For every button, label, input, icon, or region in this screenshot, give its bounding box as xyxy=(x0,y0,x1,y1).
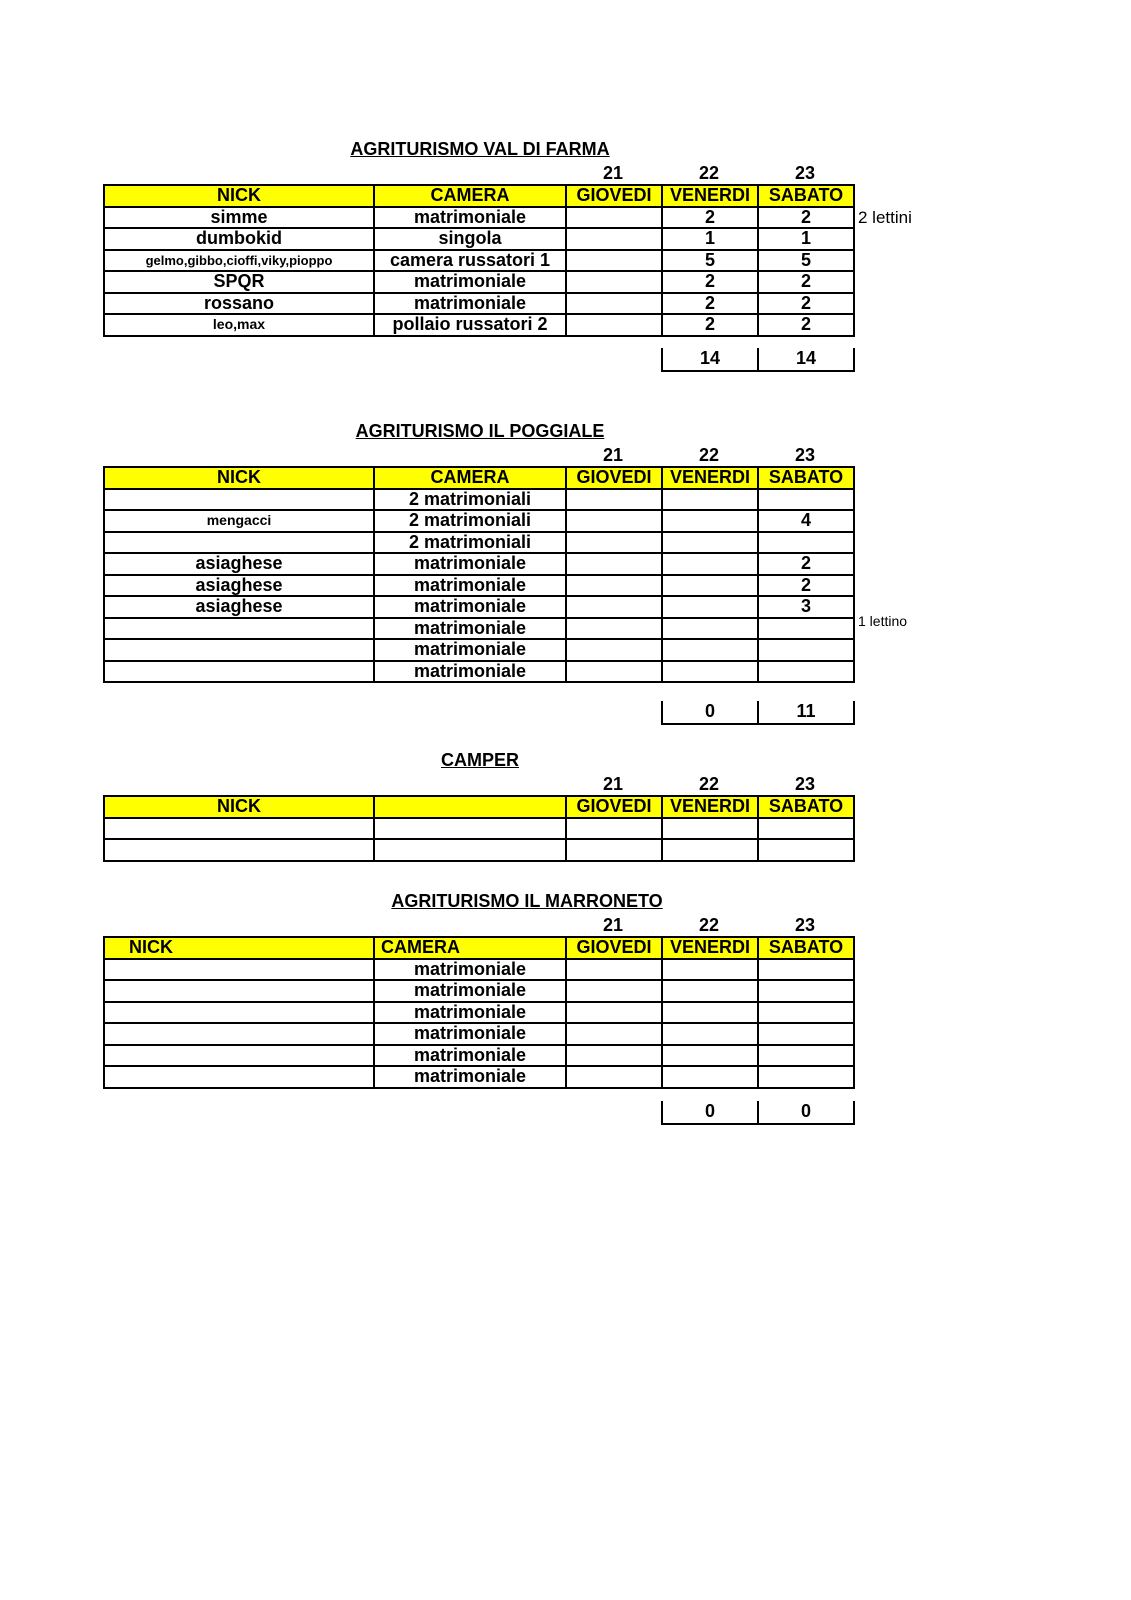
cell-sabato xyxy=(758,959,854,981)
cell-sabato xyxy=(758,980,854,1002)
cell-nick xyxy=(104,1023,374,1045)
total-sabato: 14 xyxy=(758,348,854,371)
header-camera: CAMERA xyxy=(374,467,566,489)
cell-venerdi xyxy=(662,489,758,511)
rooms-table xyxy=(103,184,855,337)
header-giovedi: GIOVEDI xyxy=(566,467,662,489)
section-title: AGRITURISMO IL MARRONETO xyxy=(391,891,663,911)
cell-venerdi xyxy=(662,575,758,597)
cell-sabato xyxy=(758,1066,854,1088)
day-number-22: 22 xyxy=(698,774,720,794)
cell-venerdi xyxy=(662,959,758,981)
table-row xyxy=(104,314,854,336)
cell-venerdi xyxy=(662,639,758,661)
cell-camera: singola xyxy=(374,228,566,250)
table-header-row xyxy=(104,796,854,818)
cell-nick xyxy=(104,839,374,861)
cell-venerdi xyxy=(662,1023,758,1045)
header-sabato: SABATO xyxy=(758,467,854,489)
cell-nick: leo,max xyxy=(104,314,374,336)
cell-camera: matrimoniale xyxy=(374,1066,566,1088)
table-row xyxy=(104,532,854,554)
cell-giovedi xyxy=(566,510,662,532)
cell-nick xyxy=(104,980,374,1002)
table-row xyxy=(104,489,854,511)
section-title: CAMPER xyxy=(440,750,520,770)
cell-giovedi xyxy=(566,980,662,1002)
cell-giovedi xyxy=(566,839,662,861)
cell-giovedi xyxy=(566,532,662,554)
header-giovedi: GIOVEDI xyxy=(566,937,662,959)
rooms-table xyxy=(103,936,855,1089)
cell-giovedi xyxy=(566,1002,662,1024)
header-nick: NICK xyxy=(104,185,374,207)
cell-venerdi xyxy=(662,532,758,554)
cell-camera: matrimoniale xyxy=(374,271,566,293)
cell-nick: asiaghese xyxy=(104,553,374,575)
cell-nick: mengacci xyxy=(104,510,374,532)
totals-row xyxy=(661,348,855,372)
cell-sabato xyxy=(758,532,854,554)
cell-sabato xyxy=(758,489,854,511)
cell-nick xyxy=(104,1045,374,1067)
header-nick: NICK xyxy=(104,796,374,818)
cell-venerdi xyxy=(662,661,758,683)
cell-nick xyxy=(104,489,374,511)
cell-nick xyxy=(104,818,374,840)
header-sabato: SABATO xyxy=(758,937,854,959)
table-row xyxy=(104,1066,854,1088)
cell-sabato xyxy=(758,1023,854,1045)
side-note: 2 lettini xyxy=(858,208,912,227)
header-nick: NICK xyxy=(104,937,374,959)
cell-camera: pollaio russatori 2 xyxy=(374,314,566,336)
table-row xyxy=(104,207,854,229)
total-venerdi: 0 xyxy=(662,1101,758,1124)
day-number-22: 22 xyxy=(698,163,720,183)
total-venerdi: 0 xyxy=(662,701,758,724)
cell-venerdi: 2 xyxy=(662,271,758,293)
table-header-row xyxy=(104,467,854,489)
table-row xyxy=(104,639,854,661)
camper-table xyxy=(103,795,855,862)
table-row xyxy=(104,293,854,315)
cell-venerdi: 2 xyxy=(662,314,758,336)
rooms-table xyxy=(103,466,855,683)
cell-nick xyxy=(104,618,374,640)
header-camera: CAMERA xyxy=(374,937,566,959)
cell-sabato xyxy=(758,1045,854,1067)
cell-sabato xyxy=(758,839,854,861)
cell-camera: matrimoniale xyxy=(374,1002,566,1024)
table-header-row xyxy=(104,185,854,207)
table-header-row xyxy=(104,937,854,959)
table-row xyxy=(104,661,854,683)
cell-giovedi xyxy=(566,250,662,272)
cell-sabato: 2 xyxy=(758,207,854,229)
day-number-22: 22 xyxy=(698,445,720,465)
header-sabato: SABATO xyxy=(758,796,854,818)
cell-camera: matrimoniale xyxy=(374,553,566,575)
cell-nick: SPQR xyxy=(104,271,374,293)
cell-sabato xyxy=(758,1002,854,1024)
header-giovedi: GIOVEDI xyxy=(566,185,662,207)
cell-camera: matrimoniale xyxy=(374,618,566,640)
day-number-23: 23 xyxy=(794,445,816,465)
cell-camera: matrimoniale xyxy=(374,959,566,981)
cell-giovedi xyxy=(566,661,662,683)
cell-giovedi xyxy=(566,1066,662,1088)
total-sabato: 11 xyxy=(758,701,854,724)
table-row xyxy=(104,250,854,272)
cell-venerdi xyxy=(662,510,758,532)
cell-venerdi xyxy=(662,1045,758,1067)
cell-giovedi xyxy=(566,489,662,511)
cell-giovedi xyxy=(566,228,662,250)
day-number-21: 21 xyxy=(602,774,624,794)
table-row xyxy=(104,596,854,618)
cell-camera: matrimoniale xyxy=(374,639,566,661)
cell-giovedi xyxy=(566,271,662,293)
cell-nick: asiaghese xyxy=(104,575,374,597)
cell-sabato: 3 xyxy=(758,596,854,618)
cell-giovedi xyxy=(566,596,662,618)
table-row xyxy=(104,959,854,981)
cell-camera: matrimoniale xyxy=(374,293,566,315)
header-camera: CAMERA xyxy=(374,185,566,207)
cell-nick xyxy=(104,959,374,981)
side-note: 1 lettino xyxy=(858,613,908,629)
cell-giovedi xyxy=(566,575,662,597)
cell-giovedi xyxy=(566,639,662,661)
day-number-23: 23 xyxy=(794,915,816,935)
day-number-21: 21 xyxy=(602,445,624,465)
table-row xyxy=(104,510,854,532)
table-row xyxy=(104,1002,854,1024)
header-sabato: SABATO xyxy=(758,185,854,207)
cell-giovedi xyxy=(566,1023,662,1045)
section-title: AGRITURISMO IL POGGIALE xyxy=(355,421,605,441)
cell-venerdi: 1 xyxy=(662,228,758,250)
totals-row xyxy=(661,701,855,725)
cell-sabato: 2 xyxy=(758,293,854,315)
cell-camera xyxy=(374,839,566,861)
day-number-23: 23 xyxy=(794,163,816,183)
cell-nick xyxy=(104,532,374,554)
header-venerdi: VENERDI xyxy=(662,937,758,959)
cell-venerdi: 2 xyxy=(662,207,758,229)
table-row xyxy=(104,980,854,1002)
cell-venerdi: 5 xyxy=(662,250,758,272)
cell-nick: rossano xyxy=(104,293,374,315)
cell-giovedi xyxy=(566,207,662,229)
cell-giovedi xyxy=(566,314,662,336)
cell-giovedi xyxy=(566,618,662,640)
total-venerdi: 14 xyxy=(662,348,758,371)
cell-giovedi xyxy=(566,959,662,981)
table-row xyxy=(104,818,854,840)
table-row xyxy=(104,1023,854,1045)
cell-camera: matrimoniale xyxy=(374,207,566,229)
cell-sabato: 2 xyxy=(758,314,854,336)
cell-giovedi xyxy=(566,553,662,575)
cell-sabato: 2 xyxy=(758,575,854,597)
cell-nick xyxy=(104,1066,374,1088)
cell-giovedi xyxy=(566,293,662,315)
table-row xyxy=(104,1045,854,1067)
cell-nick xyxy=(104,661,374,683)
header-empty xyxy=(374,796,566,818)
cell-venerdi xyxy=(662,839,758,861)
cell-nick xyxy=(104,639,374,661)
cell-nick: dumbokid xyxy=(104,228,374,250)
cell-giovedi xyxy=(566,1045,662,1067)
cell-nick: gelmo,gibbo,cioffi,viky,pioppo xyxy=(104,250,374,272)
day-number-23: 23 xyxy=(794,774,816,794)
cell-camera: 2 matrimoniali xyxy=(374,532,566,554)
table-row xyxy=(104,839,854,861)
table-row xyxy=(104,575,854,597)
cell-nick: asiaghese xyxy=(104,596,374,618)
section-title: AGRITURISMO VAL DI FARMA xyxy=(350,139,610,159)
cell-venerdi xyxy=(662,618,758,640)
cell-camera: matrimoniale xyxy=(374,980,566,1002)
table-row xyxy=(104,618,854,640)
day-number-21: 21 xyxy=(602,163,624,183)
header-venerdi: VENERDI xyxy=(662,467,758,489)
cell-sabato xyxy=(758,661,854,683)
header-nick: NICK xyxy=(104,467,374,489)
cell-sabato xyxy=(758,639,854,661)
cell-camera: 2 matrimoniali xyxy=(374,510,566,532)
cell-sabato: 2 xyxy=(758,271,854,293)
table-row xyxy=(104,228,854,250)
header-giovedi: GIOVEDI xyxy=(566,796,662,818)
cell-camera: matrimoniale xyxy=(374,1045,566,1067)
table-row xyxy=(104,271,854,293)
table-row xyxy=(104,553,854,575)
cell-camera: matrimoniale xyxy=(374,1023,566,1045)
header-venerdi: VENERDI xyxy=(662,796,758,818)
total-sabato: 0 xyxy=(758,1101,854,1124)
cell-venerdi: 2 xyxy=(662,293,758,315)
cell-venerdi xyxy=(662,1066,758,1088)
cell-camera: matrimoniale xyxy=(374,575,566,597)
cell-venerdi xyxy=(662,1002,758,1024)
cell-giovedi xyxy=(566,818,662,840)
cell-nick xyxy=(104,1002,374,1024)
cell-venerdi xyxy=(662,553,758,575)
cell-camera: matrimoniale xyxy=(374,661,566,683)
cell-camera: 2 matrimoniali xyxy=(374,489,566,511)
cell-nick: simme xyxy=(104,207,374,229)
cell-venerdi xyxy=(662,596,758,618)
totals-row xyxy=(661,1101,855,1125)
day-number-22: 22 xyxy=(698,915,720,935)
day-number-21: 21 xyxy=(602,915,624,935)
cell-camera xyxy=(374,818,566,840)
cell-venerdi xyxy=(662,818,758,840)
cell-venerdi xyxy=(662,980,758,1002)
cell-camera: matrimoniale xyxy=(374,596,566,618)
cell-sabato: 1 xyxy=(758,228,854,250)
cell-sabato: 5 xyxy=(758,250,854,272)
cell-sabato: 2 xyxy=(758,553,854,575)
header-venerdi: VENERDI xyxy=(662,185,758,207)
cell-sabato xyxy=(758,818,854,840)
cell-sabato: 4 xyxy=(758,510,854,532)
cell-camera: camera russatori 1 xyxy=(374,250,566,272)
cell-sabato xyxy=(758,618,854,640)
